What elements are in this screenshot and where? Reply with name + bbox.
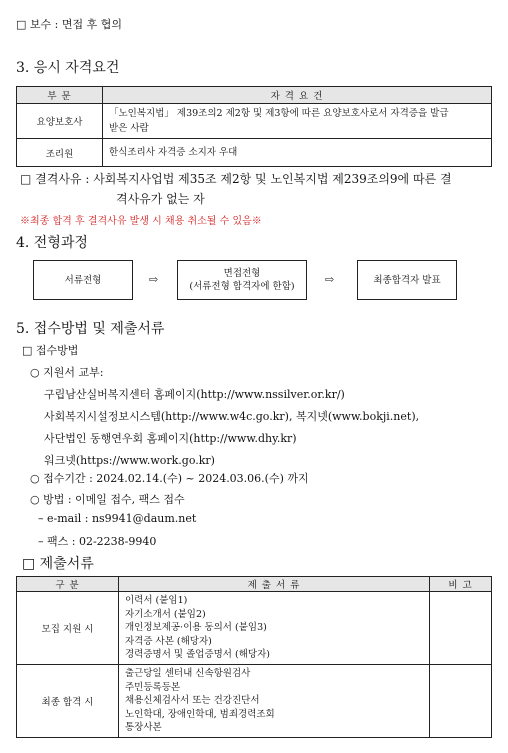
process-step-document [33,260,133,300]
disqualification-line: □ 결격사유 : 사회복지사업법 제35조 제2항 및 노인복지법 제239조의9에 따른 결 [20,172,452,186]
document-item: 이력서 (붙임1) [125,595,188,606]
table-header: 자 격 요 건 [103,87,492,104]
table-row [17,664,492,737]
table-header: 구 분 [17,577,119,592]
period-text: ○ 접수기간 : 2024.02.14.(수) ~ 2024.03.06.(수) 까지 [30,472,309,485]
table-header-row [17,87,492,104]
document-item: 자격증 사본 (해당자) [125,635,212,647]
document-item: 주민등록등본 [125,681,181,693]
table-row [17,139,492,167]
process-step-note: (서류전형 합격자에 한함) [189,281,295,292]
process-step-label: 면접전형 [223,268,261,279]
table-header: 비 고 [430,577,492,592]
delivery-heading: ○ 지원서 교부: [30,366,104,379]
email-text: – e-mail : ns9941@daum.net [38,512,197,525]
section4-title: 4. 전형과정 [16,235,88,251]
process-step-label: 최종합격자 발표 [373,274,441,286]
table-cell: 한식조리사 자격증 소지자 우대 [103,139,492,167]
table-header-row [17,577,492,592]
documents-table [16,576,492,738]
table-header: 제 출 서 류 [119,577,430,592]
arrow-right-icon: ⇨ [149,273,159,286]
delivery-site: 워크넷(https://www.work.go.kr) [44,454,215,467]
table-row [17,592,492,665]
delivery-site: 사회복지시설정보시스템(http://www.w4c.go.kr), 복지넷(www.bokji.net), [44,410,420,423]
disqualification-line: 격사유가 없는 자 [116,192,205,206]
requirement-text: 「노인복지법」 제39조의2 제2항 및 제3항에 따른 요양보호사로서 자격증을 발급 [109,108,449,119]
requirement-text: 받은 사람 [109,123,149,134]
table-cell-remark [430,664,492,737]
document-item: 통장사본 [125,722,162,734]
table-cell [119,592,430,665]
table-cell: 최종 합격 시 [17,664,119,737]
documents-heading: □ 제출서류 [22,556,94,572]
process-step-final [357,260,457,300]
qualification-table [16,86,492,167]
process-step-label: 서류전형 [64,274,102,286]
fax-text: – 팩스 : 02-2238-9940 [38,535,157,548]
table-cell [103,104,492,139]
table-row [17,104,492,139]
method-heading: □ 접수방법 [22,344,79,357]
section5-title: 5. 접수방법 및 제출서류 [16,321,165,337]
document-item: 경력증명서 및 졸업증명서 (해당자) [125,649,270,661]
document-item: 개인정보제공·이용 동의서 (붙임3) [125,622,267,634]
document-item: 채용신체검사서 또는 건강진단서 [125,695,260,707]
table-cell: 요양보호사 [17,104,103,139]
table-cell [119,664,430,737]
arrow-right-icon: ⇨ [325,273,335,286]
pay-line: □ 보수 : 면접 후 협의 [16,18,122,31]
delivery-site: 사단법인 동행연우회 홈페이지(http://www.dhy.kr) [44,432,297,445]
table-cell: 조리원 [17,139,103,167]
warning-text: ※최종 합격 후 결격사유 발생 시 채용 취소될 수 있음※ [20,216,262,227]
delivery-site: 구립남산실버복지센터 홈페이지(http://www.nssilver.or.kr/) [44,388,345,401]
process-step-interview [177,260,307,300]
section3-title: 3. 응시 자격요건 [16,60,120,76]
table-cell: 모집 지원 시 [17,592,119,665]
document-item: 노인학대, 장애인학대, 범죄경력조회 [125,708,275,720]
table-cell-remark [430,592,492,665]
method-text: ○ 방법 : 이메일 접수, 팩스 접수 [30,493,185,506]
document-item: 출근당일 센터내 신속항원검사 [125,667,251,679]
table-header: 부 문 [17,87,103,104]
document-item: 자기소개서 (붙임2) [125,608,206,620]
